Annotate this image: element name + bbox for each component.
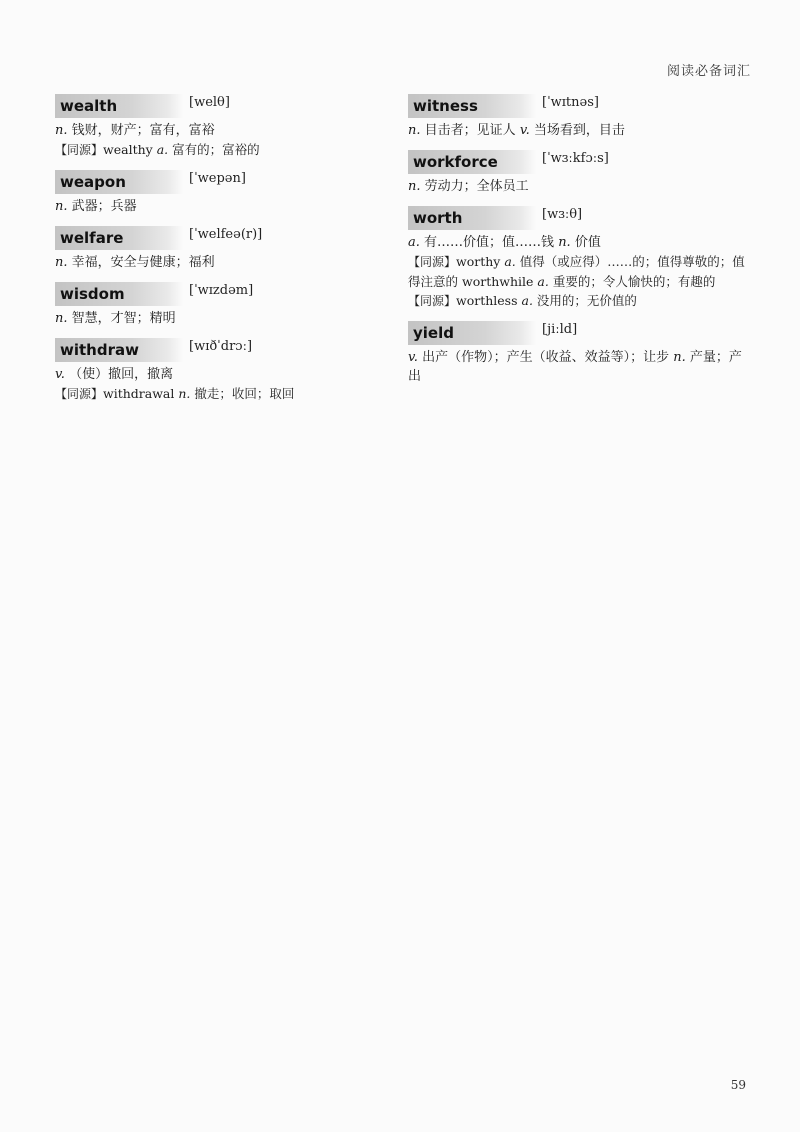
cognate-line: 【同源】worthless a. 没用的；无价值的 (408, 293, 637, 308)
left-column (55, 94, 385, 414)
definition: n. 目击者；见证人 v. 当场看到，目击 (408, 123, 625, 138)
headword: wealth (55, 94, 183, 118)
phonetic: [wɜːθ] (542, 207, 583, 222)
headword: witness (408, 94, 536, 118)
phonetic: [jiːld] (542, 322, 578, 337)
right-column (408, 94, 748, 396)
entry-welfare (55, 226, 385, 272)
entry-wealth (55, 94, 385, 160)
definition: n. 钱财，财产；富有，富裕 (55, 123, 215, 138)
headword: yield (408, 321, 536, 345)
cognate-line: 【同源】worthy a. 值得（或应得）……的；值得尊敬的；值得注意的 worthwhile a. 重要的；令人愉快的；有趣的 (408, 254, 745, 289)
entry-weapon (55, 170, 385, 216)
phonetic: [ˈwepən] (189, 171, 246, 186)
entry-wisdom (55, 282, 385, 328)
definition: n. 武器；兵器 (55, 199, 137, 214)
entry-witness (408, 94, 748, 140)
phonetic: [ˈwelfeə(r)] (189, 227, 263, 242)
headword: wisdom (55, 282, 183, 306)
definition: v. 出产（作物）；产生（收益、效益等）；让步 n. 产量；产出 (408, 350, 742, 384)
headword: worth (408, 206, 536, 230)
entry-workforce (408, 150, 748, 196)
definition: v. （使）撤回，撤离 (55, 367, 174, 382)
phonetic: [ˈwɪtnəs] (542, 95, 599, 110)
phonetic: [welθ] (189, 95, 230, 110)
entry-withdraw (55, 338, 385, 404)
definition: n. 智慧，才智；精明 (55, 311, 176, 326)
cognate-line: 【同源】wealthy a. 富有的；富裕的 (55, 142, 260, 157)
headword: welfare (55, 226, 183, 250)
definition: a. 有……价值；值……钱 n. 价值 (408, 235, 601, 250)
definition: n. 幸福，安全与健康；福利 (55, 255, 215, 270)
headword: weapon (55, 170, 183, 194)
definition: n. 劳动力；全体员工 (408, 179, 529, 194)
phonetic: [wɪðˈdrɔː] (189, 339, 253, 354)
page-number: 59 (730, 1078, 746, 1092)
phonetic: [ˈwɜːkfɔːs] (542, 151, 609, 166)
cognate-line: 【同源】withdrawal n. 撤走；收回；取回 (55, 386, 295, 401)
headword: workforce (408, 150, 536, 174)
headword: withdraw (55, 338, 183, 362)
phonetic: [ˈwɪzdəm] (189, 283, 254, 298)
page-header-title: 阅读必备词汇 (666, 64, 751, 79)
entry-worth (408, 206, 748, 311)
entry-yield (408, 321, 748, 386)
